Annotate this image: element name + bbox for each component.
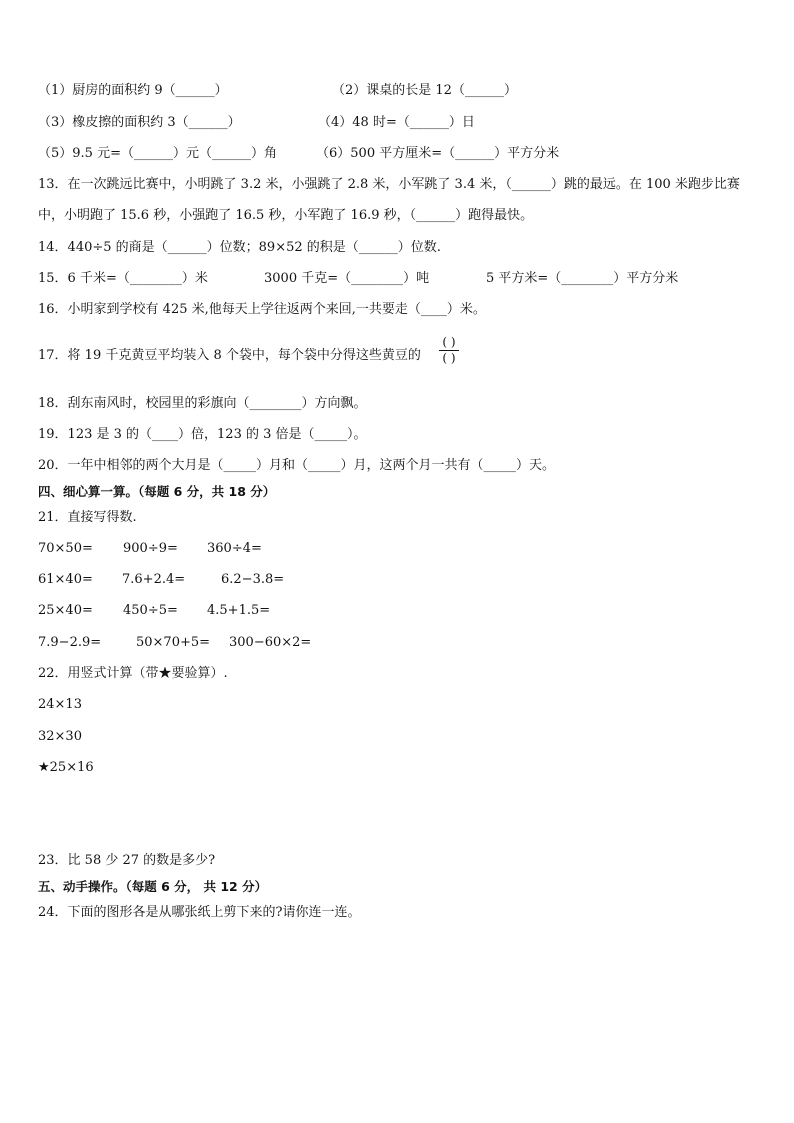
- fill-item-4: （4）48 时=（______）日: [318, 115, 475, 130]
- fill-item-5: （5）9.5 元=（______）元（______）角: [38, 146, 277, 161]
- fraction-blank: [439, 336, 459, 365]
- vertical-calc-3: ★25×16: [38, 760, 94, 775]
- question-24: 24．下面的图形各是从哪张纸上剪下来的?请你连一连。: [38, 905, 361, 920]
- calc-r4-c3: 300−60×2=: [229, 635, 312, 650]
- calc-r1-c3: 360÷4=: [207, 541, 262, 556]
- question-17: 17．将 19 千克黄豆平均装入 8 个袋中，每个袋中分得这些黄豆的: [38, 348, 421, 363]
- question-15-b: 3000 千克=（________）吨: [264, 271, 430, 286]
- question-14: 14．440÷5 的商是（______）位数；89×52 的积是（______）位数.: [38, 240, 441, 255]
- calc-r1-c1: 70×50=: [38, 541, 93, 556]
- fill-item-6: （6）500 平方厘米=（______）平方分米: [316, 146, 560, 161]
- section-5-heading: 五、动手操作。（每题 6 分， 共 12 分）: [38, 879, 268, 894]
- fill-item-1: （1）厨房的面积约 9（______）: [38, 83, 228, 98]
- vertical-calc-2: 32×30: [38, 729, 82, 744]
- question-15-a: 15．6 千米=（________）米: [38, 271, 208, 286]
- question-19: 19．123 是 3 的（____）倍，123 的 3 倍是（_____）。: [38, 427, 367, 442]
- calc-r2-c3: 6.2−3.8=: [221, 572, 285, 587]
- section-4-heading: 四、细心算一算。（每题 6 分，共 18 分）: [38, 484, 276, 499]
- fill-item-2: （2）课桌的长是 12（______）: [332, 83, 517, 98]
- fraction-numerator: ( ): [442, 335, 456, 349]
- fill-item-3: （3）橡皮擦的面积约 3（______）: [38, 115, 241, 130]
- calc-r4-c1: 7.9−2.9=: [38, 635, 102, 650]
- calc-r1-c2: 900÷9=: [123, 541, 178, 556]
- calc-r3-c3: 4.5+1.5=: [207, 603, 271, 618]
- question-21-title: 21．直接写得数.: [38, 510, 137, 525]
- fraction-denominator: ( ): [442, 351, 456, 365]
- question-15-c: 5 平方米=（________）平方分米: [486, 271, 679, 286]
- calc-r3-c2: 450÷5=: [123, 603, 178, 618]
- calc-r2-c2: 7.6+2.4=: [122, 572, 186, 587]
- question-22-title: 22．用竖式计算（带★要验算）.: [38, 666, 228, 681]
- question-13-line-1: 13．在一次跳远比赛中，小明跳了 3.2 米，小强跳了 2.8 米，小军跳了 3.4 米，（______）跳的最远。在 100 米跑步比赛: [38, 177, 740, 192]
- vertical-calc-1: 24×13: [38, 697, 82, 712]
- calc-r2-c1: 61×40=: [38, 572, 93, 587]
- question-18: 18．刮东南风时，校园里的彩旗向（________）方向飘。: [38, 396, 367, 411]
- question-13-line-2: 中，小明跑了 15.6 秒，小强跑了 16.5 秒，小军跑了 16.9 秒，（______）跑得最快。: [38, 208, 534, 223]
- question-16: 16．小明家到学校有 425 米,他每天上学往返两个来回,一共要走（____）米。: [38, 302, 486, 317]
- question-20: 20．一年中相邻的两个大月是（_____）月和（_____）月，这两个月一共有（_____）天。: [38, 458, 556, 473]
- calc-r3-c1: 25×40=: [38, 603, 93, 618]
- calc-r4-c2: 50×70+5=: [136, 635, 211, 650]
- question-23: 23．比 58 少 27 的数是多少?: [38, 853, 216, 868]
